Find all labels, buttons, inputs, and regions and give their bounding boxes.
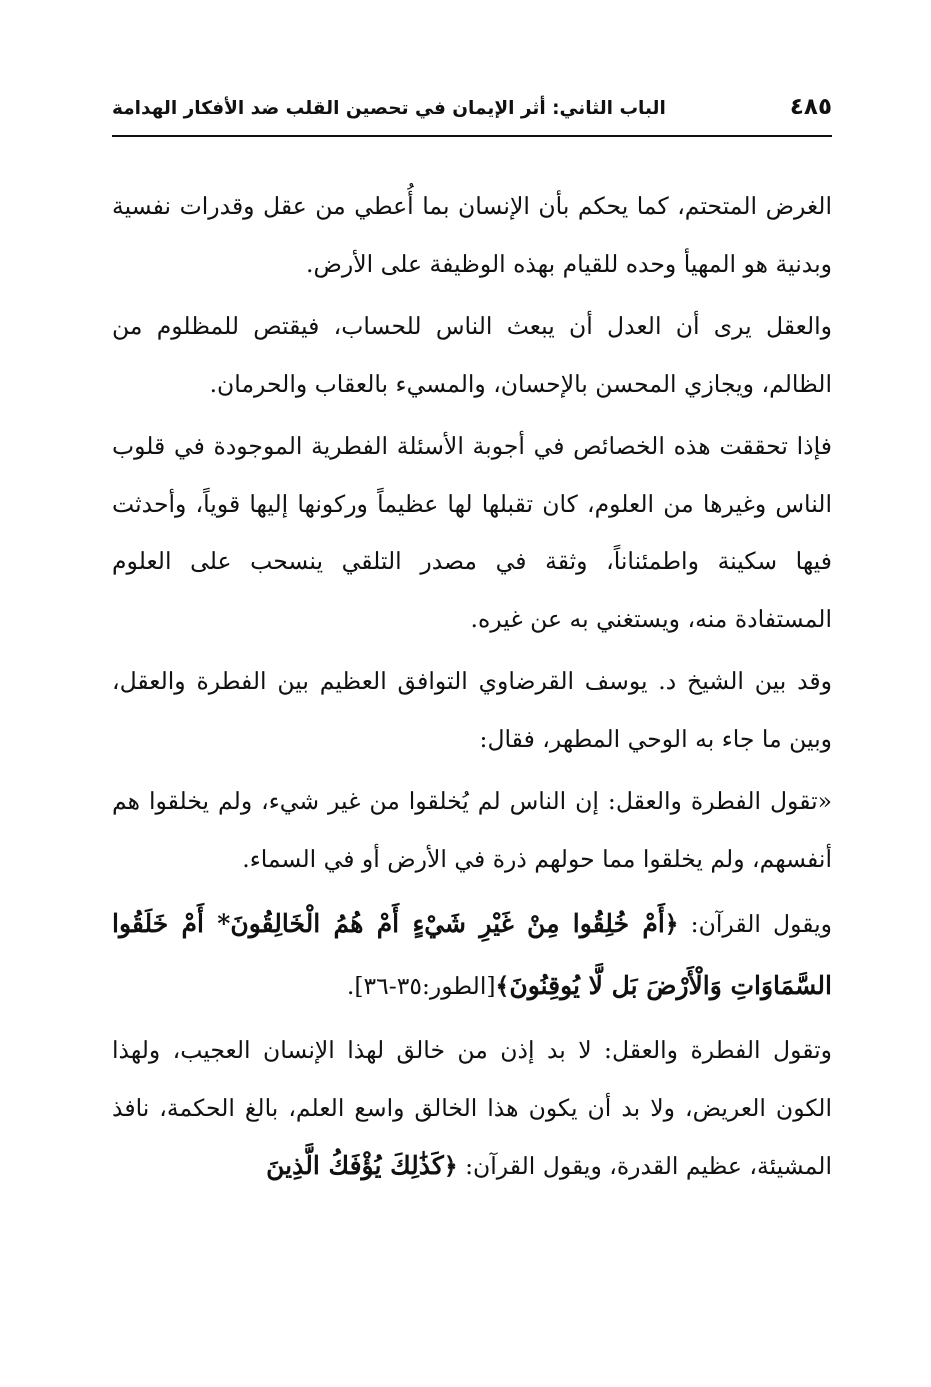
paragraph: الغرض المتحتم، كما يحكم بأن الإنسان بما أُعطي من عقل وقدرات نفسية وبدنية هو المهيأ وحده للقيام بهذه الوظيفة على الأرض. <box>112 192 832 278</box>
body-text <box>112 178 832 1201</box>
ornate-bracket-close: ﴾ <box>495 972 510 1000</box>
paragraph: وقد بين الشيخ د. يوسف القرضاوي التوافق العظيم بين الفطرة والعقل، وبين ما جاء به الوحي المطهر، فقال: <box>112 667 832 753</box>
paragraph-text: وتقول الفطرة والعقل: لا بد إذن من خالق لهذا الإنسان العجيب، ولهذا الكون العريض، ولا بد أن يكون هذا الخالق واسع العلم، بالغ الحكمة، نافذ المشيئة، عظيم القدرة، ويقول القرآن: <box>112 1036 832 1180</box>
quran-verse: كَذَٰلِكَ يُؤْفَكُ الَّذِينَ <box>266 1151 444 1180</box>
header-rule <box>112 135 832 137</box>
quran-lead-text: ويقول القرآن: <box>678 910 832 938</box>
paragraph: فإذا تحققت هذه الخصائص في أجوبة الأسئلة الفطرية الموجودة في قلوب الناس وغيرها من العلوم، كان تقبلها لها عظيماً وركونها إليها قوياً، وأحدثت فيها سكينة واطمئناناً، وثقة في مصدر التلقي ينسحب على العلوم المستفادة منه، ويستغني به عن غيره. <box>112 432 832 633</box>
quran-verse: أَمْ خُلِقُوا مِنْ غَيْرِ شَيْءٍ أَمْ هُمُ الْخَالِقُونَ* أَمْ خَلَقُوا السَّمَاوَاتِ وَالْأَرْضَ بَل لَّا يُوقِنُونَ <box>112 909 832 1000</box>
page-header <box>112 92 832 132</box>
quran-citation-paragraph <box>112 893 832 1017</box>
paragraph <box>112 1022 832 1196</box>
verse-reference: [الطور:٣٥-٣٦]. <box>346 972 496 1000</box>
running-title: الباب الثاني: أثر الإيمان في تحصين القلب ضد الأفكار الهدامة <box>112 98 666 119</box>
quote-paragraph: «تقول الفطرة والعقل: إن الناس لم يُخلقوا من غير شيء، ولم يخلقوا هم أنفسهم، ولم يخلقوا مما حولهم ذرة في الأرض أو في السماء. <box>112 787 832 873</box>
page-number: ٤٨٥ <box>789 94 832 120</box>
paragraph: والعقل يرى أن العدل أن يبعث الناس للحساب، فيقتص للمظلوم من الظالم، ويجازي المحسن بالإحسان، والمسيء بالعقاب والحرمان. <box>112 312 832 398</box>
ornate-bracket-open: ﴿ <box>443 1152 458 1180</box>
ornate-bracket-open: ﴿ <box>664 910 679 938</box>
